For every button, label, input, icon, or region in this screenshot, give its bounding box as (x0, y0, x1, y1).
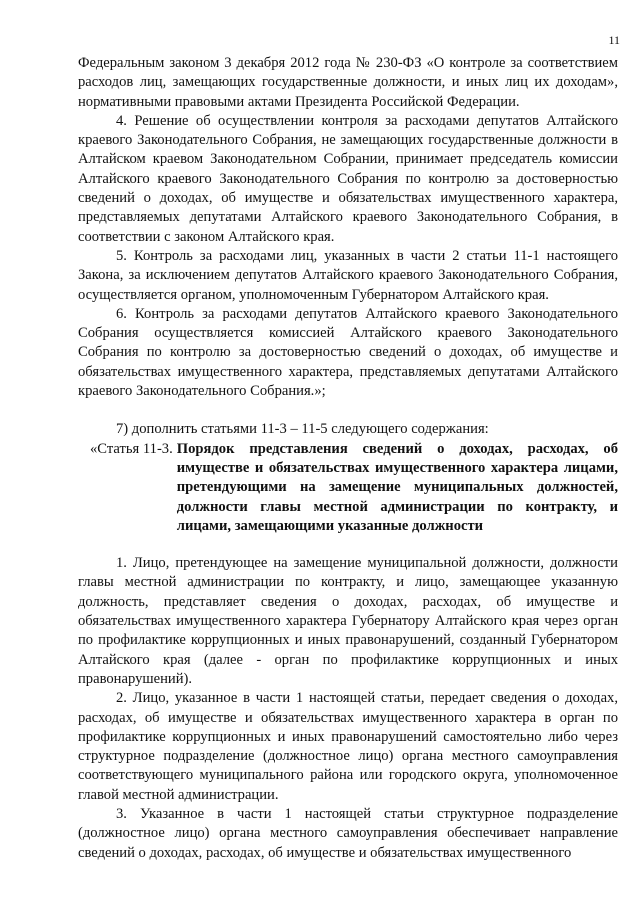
article-label: «Статья 11-3. (90, 440, 173, 457)
article-title: Порядок представления сведений о доходах, расходах, об имуществе и обязательствах имущественного характера лицами, претендующими на замещение муниципальных должностей, должности главы местной администрации по контракту, и лицами, замещающими указанные должности (176, 440, 618, 534)
paragraph-5: 5. Контроль за расходами лиц, указанных в части 2 статьи 11-1 настоящего Закона, за исключением депутатов Алтайского краевого Законодательного Собрания, осуществляется органом, уполномоченным Губернатором Алтайского края. (78, 247, 618, 303)
article-paragraph-2: 2. Лицо, указанное в части 1 настоящей статьи, передает сведения о доходах, расходах, об имуществе и обязательствах имущественного характера в орган по профилактике коррупционных и иных правонарушений самостоятельно либо через структурное подразделение (должностное лицо) органа местного самоуправления соответствующего муниципального района или городского округа, уполномоченное главой местной администрации. (78, 690, 618, 803)
paragraph-6: 6. Контроль за расходами депутатов Алтайского краевого Законодательного Собрания осуществляется комиссией Алтайского краевого Законодательного Собрания по контролю за достоверностью сведений о доходах, об имуществе и обязательствах имущественного характера, представляемых депутатами Алтайского краевого Законодательного Собрания.»; (78, 305, 618, 400)
article-paragraph-3: 3. Указанное в части 1 настоящей статьи структурное подразделение (должностное лицо) органа местного самоуправления обеспечивает направление сведений о доходах, расходах, об имуществе и обязательствах имущественного (78, 805, 618, 861)
paragraph-4: 4. Решение об осуществлении контроля за расходами депутатов Алтайского краевого Законодательного Собрания, не замещающих государственные должности в Алтайском краевом Законодательном Собрании, принимает председатель комиссии Алтайского краевого Законодательного Собрания по контролю за достоверностью сведений о доходах, об имуществе и обязательствах имущественного характера, представляемых депутатами Алтайского краевого Законодательного Собрания, в соответствии с законом Алтайского края. (78, 112, 618, 245)
document-body (78, 54, 618, 863)
page-number: 11 (608, 33, 620, 47)
paragraph-continuation: Федеральным законом 3 декабря 2012 года № 230-ФЗ «О контроле за соответствием расходов лиц, замещающих государственные должности, и иных лиц их доходам», нормативными правовыми актами Президента Российской Федерации. (78, 55, 618, 110)
paragraph-7: 7) дополнить статьями 11-3 – 11-5 следующего содержания: (116, 421, 489, 438)
article-heading (78, 440, 618, 536)
article-paragraph-1: 1. Лицо, претендующее на замещение муниципальной должности, должности главы местной администрации по контракту, и лицо, замещающее указанную должность, представляет сведения о доходах, расходах, об имуществе и обязательствах имущественного характера Губернатору Алтайского края через орган по профилактике коррупционных и иных правонарушений, созданный Губернатором Алтайского края (далее - орган по профилактике коррупционных и иных правонарушений). (78, 555, 618, 687)
